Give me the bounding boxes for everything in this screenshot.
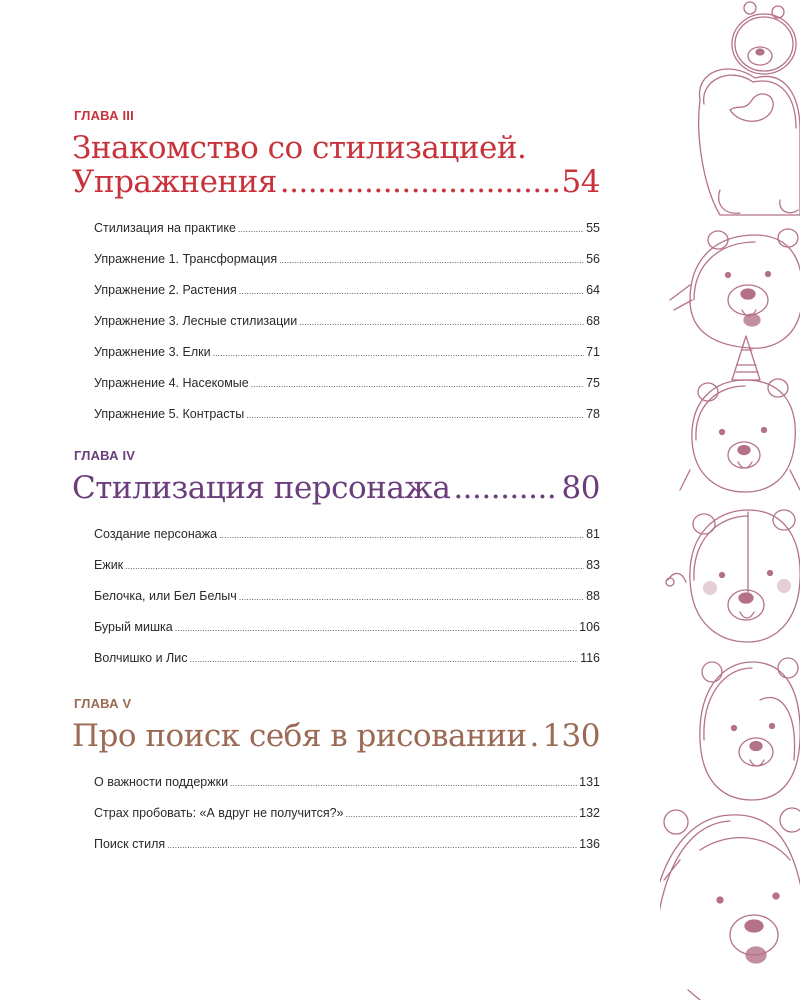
toc-entry[interactable]	[94, 368, 600, 399]
entry-list	[94, 213, 600, 430]
entry-name: Ежик	[94, 558, 124, 572]
toc-entry[interactable]	[94, 213, 600, 244]
dot-leader	[251, 369, 584, 400]
dot-leader	[246, 400, 584, 431]
chapter-label: ГЛАВА V	[74, 696, 132, 711]
entry-name: Упражнение 2. Растения	[94, 283, 237, 297]
entry-page: 75	[586, 376, 600, 390]
bear-sketches-icon	[660, 0, 800, 1000]
entry-page: 81	[586, 527, 600, 541]
bear-tall-face-icon	[700, 658, 800, 800]
dot-leader	[530, 719, 540, 753]
chapter-title-leader	[72, 165, 600, 199]
toc-entry[interactable]	[94, 275, 600, 306]
entry-name: О важности поддержки	[94, 775, 229, 789]
entry-page: 64	[586, 283, 600, 297]
toc-entry[interactable]	[94, 399, 600, 430]
entry-name: Белочка, или Бел Белыч	[94, 589, 237, 603]
chapter-5	[72, 696, 600, 860]
toc-entry[interactable]	[94, 643, 600, 674]
entry-name: Упражнение 4. Насекомые	[94, 376, 249, 390]
entry-name: Упражнение 3. Елки	[94, 345, 211, 359]
entry-name: Упражнение 1. Трансформация	[94, 252, 278, 266]
toc-entry[interactable]	[94, 767, 600, 798]
dot-leader	[239, 582, 584, 613]
entry-name: Поиск стиля	[94, 837, 166, 851]
chapter-page-number: 80	[561, 470, 600, 506]
dot-leader	[230, 768, 577, 799]
dot-leader	[453, 471, 558, 505]
entry-page: 88	[586, 589, 600, 603]
bear-large-icon	[660, 808, 800, 1000]
toc-entry[interactable]	[94, 306, 600, 337]
entry-name: Стилизация на практике	[94, 221, 236, 235]
bear-party-hat-icon	[680, 336, 800, 492]
entry-page: 55	[586, 221, 600, 235]
chapter-title-text: Упражнения	[72, 164, 277, 200]
entry-name: Создание персонажа	[94, 527, 218, 541]
bear-standing-icon	[699, 2, 800, 215]
toc-entry[interactable]	[94, 612, 600, 643]
entry-page: 106	[579, 620, 600, 634]
toc-entry[interactable]	[94, 519, 600, 550]
toc-entry[interactable]	[94, 337, 600, 368]
chapter-title-leader	[72, 471, 600, 505]
toc-entry[interactable]	[94, 829, 600, 860]
chapter-title-line: Знакомство со стилизацией.	[72, 130, 527, 166]
dot-leader	[280, 165, 559, 199]
bear-face-icon	[670, 229, 800, 348]
toc-entry[interactable]	[94, 550, 600, 581]
entry-page: 83	[586, 558, 600, 572]
dot-leader	[175, 613, 577, 644]
toc-entry[interactable]	[94, 581, 600, 612]
entry-page: 56	[586, 252, 600, 266]
entry-page: 68	[586, 314, 600, 328]
dot-leader	[346, 799, 578, 830]
chapter-title-leader	[72, 719, 600, 753]
entry-name: Упражнение 3. Лесные стилизации	[94, 314, 298, 328]
dot-leader	[299, 307, 584, 338]
chapter-title	[72, 719, 600, 753]
dot-leader	[279, 245, 584, 276]
chapter-label: ГЛАВА IV	[74, 448, 136, 463]
chapter-label: ГЛАВА III	[74, 108, 134, 123]
entry-page: 131	[579, 775, 600, 789]
entry-name: Волчишко и Лис	[94, 651, 188, 665]
chapter-title-text: Про поиск себя в рисовании	[72, 718, 527, 754]
entry-list	[94, 519, 600, 674]
entry-name: Упражнение 5. Контрасты	[94, 407, 245, 421]
chapter-4	[72, 448, 600, 674]
dot-leader	[189, 644, 578, 675]
entry-list	[94, 767, 600, 860]
chapter-title	[72, 471, 600, 505]
entry-name: Страх пробовать: «А вдруг не получится?»	[94, 806, 344, 820]
bear-cheeks-icon	[666, 510, 800, 642]
dot-leader	[219, 520, 584, 551]
dot-leader	[238, 214, 584, 245]
chapter-page-number: 130	[542, 718, 600, 754]
entry-page: 78	[586, 407, 600, 421]
chapter-page-number: 54	[561, 164, 600, 200]
dot-leader	[125, 551, 584, 582]
toc-entry[interactable]	[94, 798, 600, 829]
entry-page: 136	[579, 837, 600, 851]
dot-leader	[167, 830, 577, 861]
chapter-title	[72, 131, 600, 199]
entry-name: Бурый мишка	[94, 620, 173, 634]
dot-leader	[239, 276, 584, 307]
toc-entry[interactable]	[94, 244, 600, 275]
entry-page: 116	[580, 651, 600, 665]
chapter-title-text: Стилизация персонажа	[72, 470, 451, 506]
entry-page: 71	[586, 345, 600, 359]
chapter-3	[72, 108, 600, 430]
entry-page: 132	[579, 806, 600, 820]
dot-leader	[213, 338, 585, 369]
